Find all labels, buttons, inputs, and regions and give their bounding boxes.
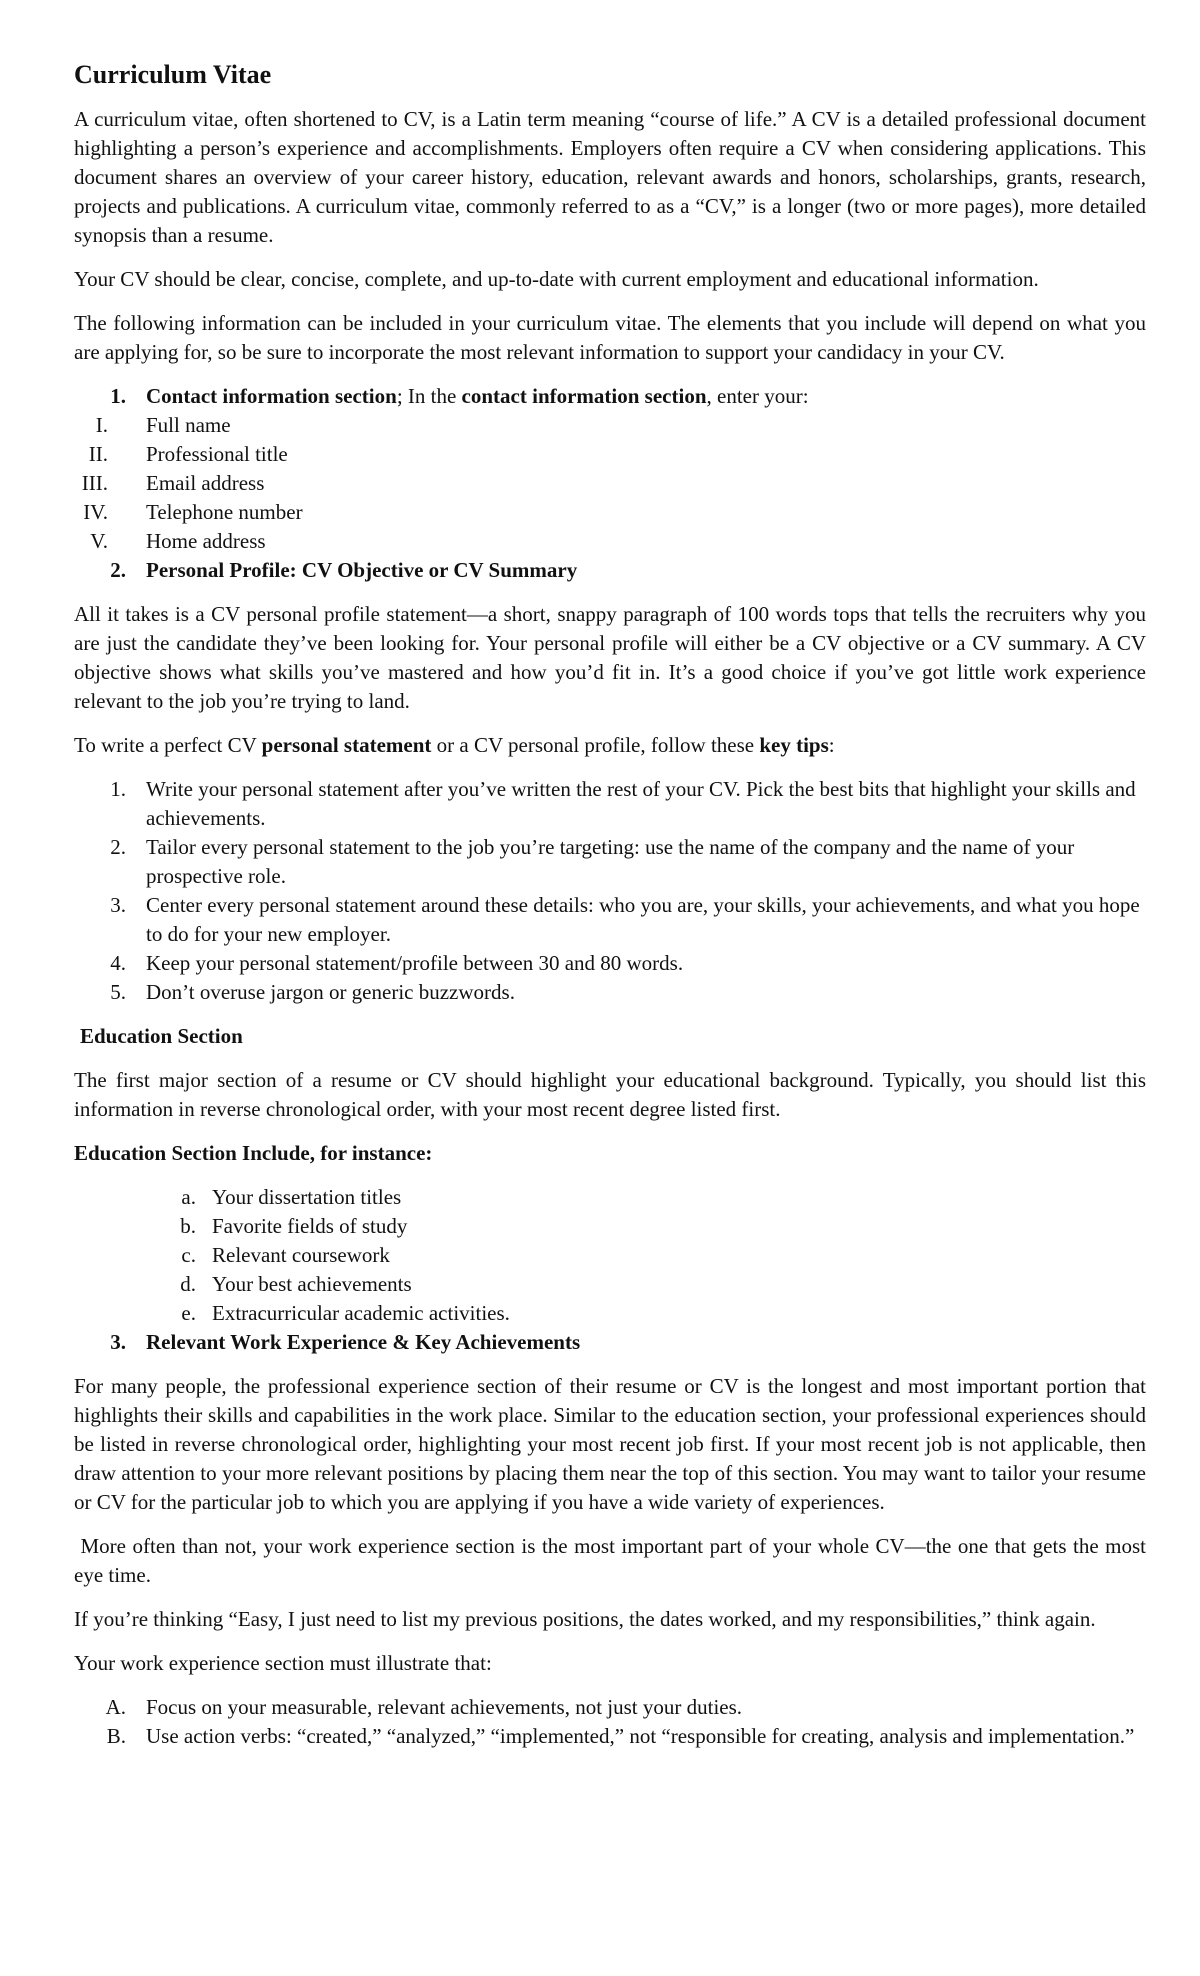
personal-profile-paragraph: All it takes is a CV personal profile statement—a short, snappy paragraph of 100 words tops that tells the recruiters why you are just the candidate they’ve been looking for. Your personal profile will either be a CV objective or a CV summary. A CV objective shows what skills you’ve mastered and how you’d fit in. It’s a good choice if you’ve got little work experience relevant to the job you’re trying to land. (74, 602, 1146, 713)
list-item (74, 775, 1146, 833)
document-title: Curriculum Vitae (74, 60, 272, 89)
list-item (74, 1183, 1146, 1212)
work-experience-paragraph-1: For many people, the professional experience section of their resume or CV is the longest and most important portion that highlights their skills and capabilities in the work place. Similar to the education section, your professional experiences should be listed in reverse chronological order, highlighting your most recent job first. If your most recent job is not applicable, then draw attention to your more relevant positions by placing them near the top of this section. You may want to tailor your resume or CV for the particular job to which you are applying if you have a wide variety of experiences. (74, 1374, 1146, 1514)
list-item (74, 978, 1146, 1007)
education-item: Your best achievements (212, 1272, 412, 1296)
intro-paragraph-3: The following information can be included in your curriculum vitae. The elements that you include will depend on what you are applying for, so be sure to incorporate the most relevant information to support your candidacy in your CV. (74, 311, 1146, 364)
list-marker: B. (106, 1724, 126, 1748)
list-marker: b. (180, 1214, 196, 1238)
tip-text: Write your personal statement after you’ve written the rest of your CV. Pick the best bits that highlight your skills and achievements. (146, 777, 1136, 830)
list-marker: 2. (110, 835, 126, 859)
contact-item-home-address: Home address (146, 529, 266, 553)
list-marker: 1. (110, 777, 126, 801)
list-item (74, 411, 1146, 440)
tip-text: Don’t overuse jargon or generic buzzwords. (146, 980, 515, 1004)
list-item (74, 527, 1146, 556)
intro-paragraph-1: A curriculum vitae, often shortened to CV, is a Latin term meaning “course of life.” A CV is a detailed professional document highlighting a person’s experience and accomplishments. Employers often require a CV when considering applications. This document shares an overview of your career history, education, relevant awards and honors, scholarships, grants, research, projects and publications. A curriculum vitae, commonly referred to as a “CV,” is a longer (two or more pages), more detailed synopsis than a resume. (74, 107, 1146, 247)
list-item (74, 1212, 1146, 1241)
tip-text: Keep your personal statement/profile between 30 and 80 words. (146, 951, 684, 975)
list-marker: I. (95, 413, 108, 437)
work-experience-paragraph-2: More often than not, your work experience section is the most important part of your whole CV—the one that gets the most eye time. (74, 1534, 1152, 1587)
education-item: Your dissertation titles (212, 1185, 402, 1209)
section-3-heading-row (74, 1328, 1146, 1357)
list-item (74, 1693, 1146, 1722)
list-item (74, 1241, 1146, 1270)
list-marker: V. (90, 529, 108, 553)
list-item (74, 891, 1146, 949)
contact-item-telephone: Telephone number (146, 500, 303, 524)
list-marker: e. (181, 1301, 196, 1325)
document-page (74, 58, 1152, 1751)
list-item (74, 1722, 1146, 1751)
list-marker: II. (88, 442, 108, 466)
section-2-heading: Personal Profile: CV Objective or CV Summary (146, 558, 578, 582)
intro-paragraph-2: Your CV should be clear, concise, complete, and up-to-date with current employment and educational information. (74, 267, 1039, 291)
contact-item-email: Email address (146, 471, 265, 495)
list-marker: c. (181, 1243, 196, 1267)
list-marker: 3. (110, 893, 126, 917)
list-item (74, 1299, 1146, 1328)
work-item: Use action verbs: “created,” “analyzed,” “implemented,” not “responsible for creating, analysis and implementation.” (146, 1724, 1135, 1748)
section-1-number: 1. (110, 384, 126, 408)
work-experience-paragraph-3: If you’re thinking “Easy, I just need to list my previous positions, the dates worked, and my responsibilities,” think again. (74, 1607, 1096, 1631)
list-marker: a. (181, 1185, 196, 1209)
education-item: Extracurricular academic activities. (212, 1301, 510, 1325)
section-1-bold-mid: contact information section (461, 384, 707, 408)
section-1-text-end: , enter your: (706, 384, 809, 408)
list-item (74, 949, 1146, 978)
tip-text: Center every personal statement around these details: who you are, your skills, your achievements, and what you hope to do for your new employer. (146, 893, 1140, 946)
section-2-number: 2. (110, 558, 126, 582)
section-3-number: 3. (110, 1330, 126, 1354)
list-marker: A. (105, 1695, 126, 1719)
education-item: Relevant coursework (212, 1243, 390, 1267)
list-item (74, 833, 1146, 891)
tip-text: Tailor every personal statement to the job you’re targeting: use the name of the company and the name of your prospective role. (146, 835, 1075, 888)
section-3-heading: Relevant Work Experience & Key Achievements (146, 1330, 581, 1354)
work-item: Focus on your measurable, relevant achievements, not just your duties. (146, 1695, 743, 1719)
list-item (74, 1270, 1146, 1299)
list-marker: 5. (110, 980, 126, 1004)
contact-item-professional-title: Professional title (146, 442, 288, 466)
education-heading: Education Section (80, 1024, 243, 1048)
education-paragraph: The first major section of a resume or CV should highlight your educational background. Typically, you should list this information in reverse chronological order, with your most recent degree listed first. (74, 1068, 1146, 1121)
key-tips-intro: To write a perfect CV personal statement or a CV personal profile, follow these key tips: (74, 733, 835, 757)
education-item: Favorite fields of study (212, 1214, 408, 1238)
section-1-text-mid: ; In the (396, 384, 462, 408)
list-marker: IV. (83, 500, 108, 524)
section-2-heading-row (74, 556, 1146, 585)
section-1-heading-row (74, 382, 1146, 411)
education-include-heading: Education Section Include, for instance: (74, 1141, 433, 1165)
list-marker: III. (81, 471, 108, 495)
section-1-heading: Contact information section (146, 384, 397, 408)
list-item (74, 469, 1146, 498)
list-marker: 4. (110, 951, 126, 975)
work-experience-paragraph-4: Your work experience section must illustrate that: (74, 1651, 492, 1675)
list-item (74, 498, 1146, 527)
list-marker: d. (180, 1272, 196, 1296)
list-item (74, 440, 1146, 469)
contact-item-full-name: Full name (146, 413, 231, 437)
